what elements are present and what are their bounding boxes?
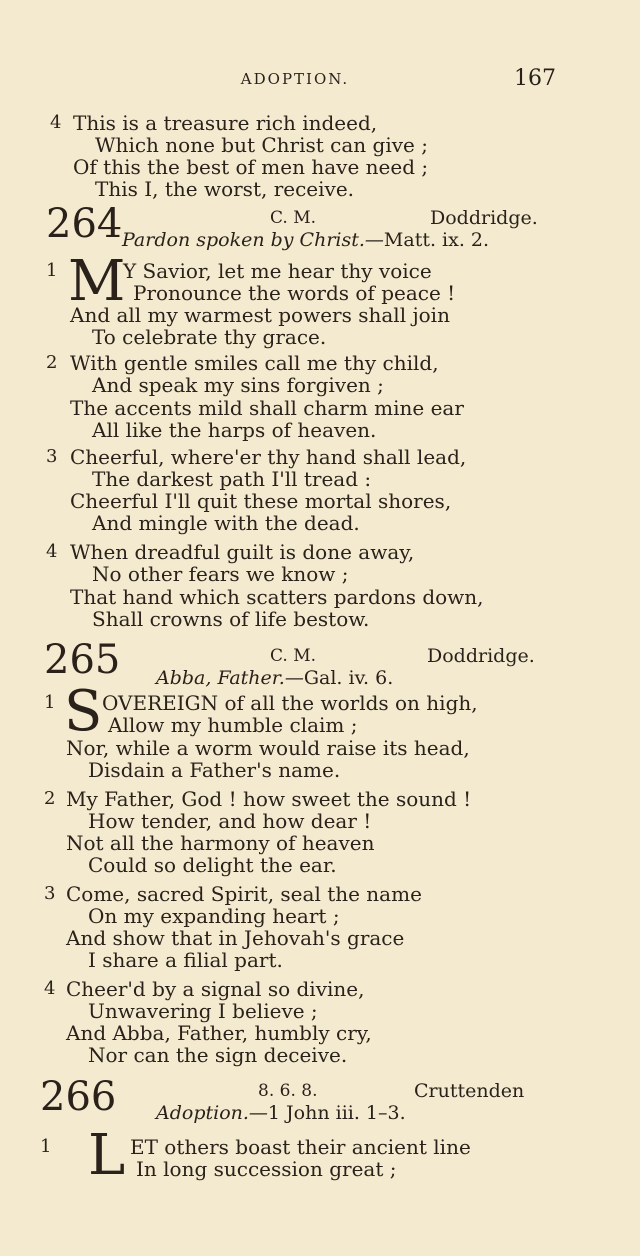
stanza-number: 3 bbox=[44, 883, 56, 904]
hymn-meter: 8. 6. 8. bbox=[258, 1081, 318, 1101]
hymn-subtitle: Adoption.—1 John iii. 1–3. bbox=[156, 1102, 406, 1124]
verse-line: Disdain a Father's name. bbox=[88, 758, 341, 782]
verse-line: This is a treasure rich indeed, bbox=[73, 111, 378, 135]
verse-line: The darkest path I'll tread : bbox=[92, 467, 372, 491]
running-header: ADOPTION. bbox=[240, 70, 350, 88]
hymn-author: Doddridge. bbox=[430, 207, 538, 229]
hymn-meter: C. M. bbox=[270, 208, 317, 228]
verse-line: Which none but Christ can give ; bbox=[95, 133, 428, 157]
verse-line: Y Savior, let me hear thy voice bbox=[123, 259, 432, 283]
verse-line: Nor, while a worm would raise its head, bbox=[66, 736, 470, 760]
verse-line: Come, sacred Spirit, seal the name bbox=[66, 882, 422, 906]
verse-line: ET others boast their ancient line bbox=[130, 1135, 471, 1159]
verse-line: In long succession great ; bbox=[136, 1157, 397, 1181]
drop-cap: S bbox=[64, 679, 103, 744]
verse-line: That hand which scatters pardons down, bbox=[70, 585, 484, 609]
verse-line: The accents mild shall charm mine ear bbox=[70, 396, 464, 420]
stanza-number: 2 bbox=[44, 788, 56, 809]
stanza-number: 1 bbox=[46, 260, 58, 281]
hymn-meter: C. M. bbox=[270, 646, 317, 666]
verse-line: No other fears we know ; bbox=[92, 562, 349, 586]
verse-line: Shall crowns of life bestow. bbox=[92, 607, 370, 631]
verse-line: Nor can the sign deceive. bbox=[88, 1043, 348, 1067]
verse-line: All like the harps of heaven. bbox=[92, 418, 377, 442]
hymn-number: 264 bbox=[46, 201, 123, 247]
verse-line: This I, the worst, receive. bbox=[95, 177, 355, 201]
verse-line: Not all the harmony of heaven bbox=[66, 831, 375, 855]
verse-line: Of this the best of men have need ; bbox=[73, 155, 429, 179]
stanza-number: 4 bbox=[46, 541, 58, 562]
verse-line: Cheer'd by a signal so divine, bbox=[66, 977, 365, 1001]
stanza-number: 3 bbox=[46, 446, 58, 467]
verse-line: And mingle with the dead. bbox=[92, 511, 360, 535]
hymn-subtitle: Pardon spoken by Christ.—Matt. ix. 2. bbox=[122, 229, 490, 251]
hymn-number: 266 bbox=[40, 1074, 117, 1120]
scripture-reference: Gal. iv. 6. bbox=[303, 667, 394, 689]
scripture-reference: 1 John iii. 1–3. bbox=[267, 1102, 406, 1124]
verse-line: And all my warmest powers shall join bbox=[70, 303, 450, 327]
verse-line: OVEREIGN of all the worlds on high, bbox=[102, 691, 478, 715]
drop-cap: L bbox=[88, 1123, 126, 1188]
stanza-number: 2 bbox=[46, 352, 58, 373]
stanza-number: 1 bbox=[44, 692, 56, 713]
verse-line: And speak my sins forgiven ; bbox=[92, 373, 384, 397]
verse-line: Cheerful, where'er thy hand shall lead, bbox=[70, 445, 467, 469]
verse-line: And show that in Jehovah's grace bbox=[66, 926, 405, 950]
verse-line: On my expanding heart ; bbox=[88, 904, 340, 928]
verse-line: Unwavering I believe ; bbox=[88, 999, 318, 1023]
drop-cap: M bbox=[68, 249, 126, 314]
verse-line: How tender, and how dear ! bbox=[88, 809, 372, 833]
verse-line: Allow my humble claim ; bbox=[108, 713, 358, 737]
verse-line: To celebrate thy grace. bbox=[92, 325, 327, 349]
verse-line: I share a filial part. bbox=[88, 948, 283, 972]
verse-line: Could so delight the ear. bbox=[88, 853, 337, 877]
verse-line: My Father, God ! how sweet the sound ! bbox=[66, 787, 472, 811]
verse-line: Pronounce the words of peace ! bbox=[133, 281, 456, 305]
stanza-number: 4 bbox=[50, 112, 62, 133]
stanza-number: 4 bbox=[44, 978, 56, 999]
scripture-reference: Matt. ix. 2. bbox=[383, 229, 490, 251]
page-number: 167 bbox=[514, 66, 556, 91]
hymn-subtitle: Abba, Father.—Gal. iv. 6. bbox=[156, 667, 394, 689]
verse-line: And Abba, Father, humbly cry, bbox=[66, 1021, 372, 1045]
hymn-number: 265 bbox=[44, 637, 121, 683]
stanza-number: 1 bbox=[40, 1136, 52, 1157]
verse-line: When dreadful guilt is done away, bbox=[70, 540, 415, 564]
verse-line: Cheerful I'll quit these mortal shores, bbox=[70, 489, 452, 513]
hymn-author: Cruttenden bbox=[414, 1080, 525, 1102]
hymn-author: Doddridge. bbox=[427, 645, 535, 667]
verse-line: With gentle smiles call me thy child, bbox=[70, 351, 439, 375]
